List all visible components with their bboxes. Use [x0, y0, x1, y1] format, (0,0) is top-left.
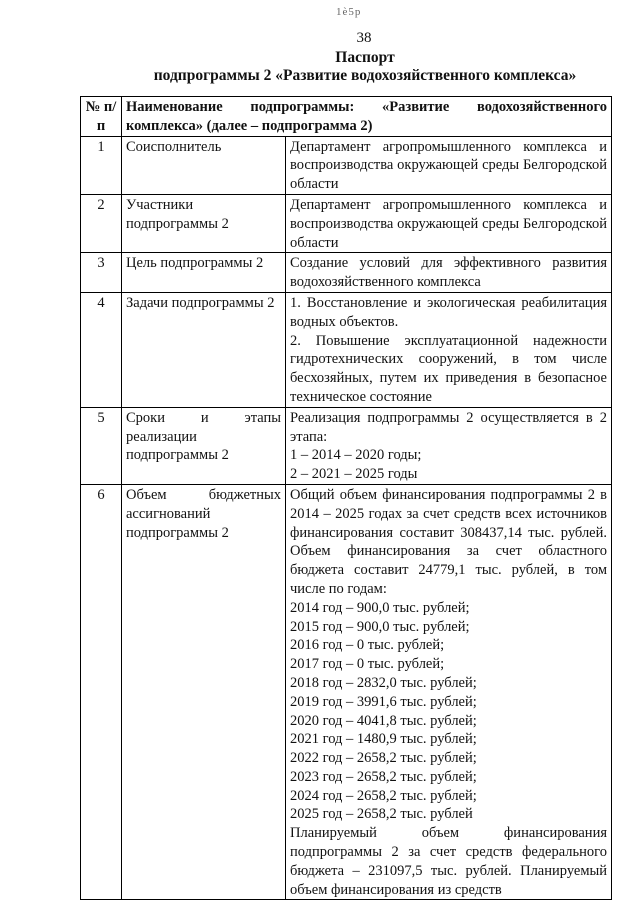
table-row	[81, 253, 612, 293]
task-1: 1. Восстановление и экологическая реабилитация водных объектов.	[290, 294, 607, 330]
row-value: Департамент агропромышленного комплекса и воспроизводства окружающей среды Белгородской области	[286, 194, 612, 252]
row-value: Создание условий для эффективного развития водохозяйственного комплекса	[286, 253, 612, 293]
row-value	[286, 484, 612, 900]
funding-year: 2022 год – 2658,2 тыс. рублей;	[290, 750, 477, 767]
row-label: Цель подпрограммы 2	[122, 253, 286, 293]
funding-year: 2023 год – 2658,2 тыс. рублей;	[290, 768, 477, 785]
stage-item: 1 – 2014 – 2020 годы;	[290, 447, 422, 464]
registration-stamp: 1ѐ5р	[336, 6, 362, 18]
table-header-row	[81, 97, 612, 137]
funding-outro: Планируемый объем финансирования подпрограммы 2 за счет средств федерального бюджета – 231097,5 тыс. рублей. Планируемый объем финансирования из средств	[290, 825, 607, 898]
page-number: 38	[356, 30, 372, 46]
header-name: Наименование подпрограммы: «Развитие водохозяйственного комплекса» (далее – подпрограмма 2)	[122, 97, 612, 137]
funding-year: 2018 год – 2832,0 тыс. рублей;	[290, 674, 477, 691]
row-label: Сроки и этапы реализации подпрограммы 2	[122, 407, 286, 484]
passport-table	[80, 96, 612, 900]
stage-item: 2 – 2021 – 2025 годы	[290, 466, 418, 483]
row-label: Участники подпрограммы 2	[122, 194, 286, 252]
row-num: 5	[81, 407, 122, 484]
stages-intro: Реализация подпрограммы 2 осуществляется в 2 этапа:	[290, 409, 607, 445]
header-num: № п/п	[81, 97, 122, 137]
funding-year: 2017 год – 0 тыс. рублей;	[290, 656, 445, 673]
row-label: Соисполнитель	[122, 136, 286, 194]
table-row	[81, 407, 612, 484]
row-num: 1	[81, 136, 122, 194]
table-row	[81, 292, 612, 407]
task-2: 2. Повышение эксплуатационной надежности гидротехнических сооружений, в том числе бесхозяйных, путем их приведения в безопасное техническое состояние	[290, 332, 607, 405]
funding-year: 2021 год – 1480,9 тыс. рублей;	[290, 731, 477, 748]
row-value	[286, 407, 612, 484]
funding-year: 2025 год – 2658,2 тыс. рублей	[290, 806, 473, 823]
funding-year: 2019 год – 3991,6 тыс. рублей;	[290, 693, 477, 710]
funding-year: 2024 год – 2658,2 тыс. рублей;	[290, 787, 477, 804]
page-title: Паспорт	[335, 49, 395, 66]
row-num: 3	[81, 253, 122, 293]
row-value: Департамент агропромышленного комплекса и воспроизводства окружающей среды Белгородской области	[286, 136, 612, 194]
funding-year: 2015 год – 900,0 тыс. рублей;	[290, 618, 470, 635]
row-num: 4	[81, 292, 122, 407]
row-label: Задачи подпрограммы 2	[122, 292, 286, 407]
funding-intro: Общий объем финансирования подпрограммы 2 в 2014 – 2025 годах за счет средств всех источников финансирования составит 308437,14 тыс. рублей. Объем финансирования за счет областного бюджета составит 24779,1 тыс. рублей, в том числе по годам:	[290, 486, 607, 597]
table-row	[81, 136, 612, 194]
funding-year: 2014 год – 900,0 тыс. рублей;	[290, 599, 470, 616]
table-row	[81, 484, 612, 900]
row-value	[286, 292, 612, 407]
table-row	[81, 194, 612, 252]
page-subtitle: подпрограммы 2 «Развитие водохозяйственного комплекса»	[153, 67, 577, 84]
funding-year: 2020 год – 4041,8 тыс. рублей;	[290, 712, 477, 729]
row-label: Объем бюджетных ассигнований подпрограммы 2	[122, 484, 286, 900]
row-num: 6	[81, 484, 122, 900]
funding-year: 2016 год – 0 тыс. рублей;	[290, 637, 445, 654]
row-num: 2	[81, 194, 122, 252]
